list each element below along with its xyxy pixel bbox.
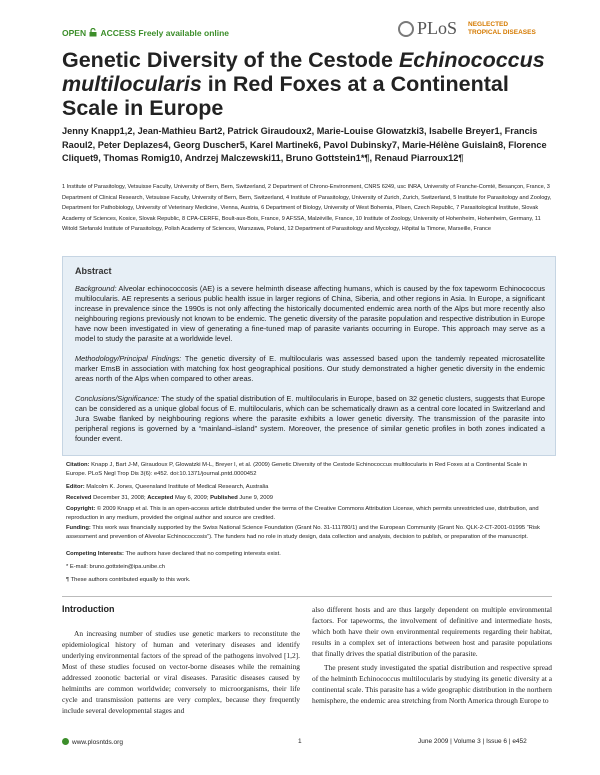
dates: Received December 31, 2008; Accepted May 6, 2009; Published June 9, 2009 bbox=[66, 495, 273, 501]
access-label: ACCESS bbox=[100, 28, 136, 38]
open-lock-icon bbox=[89, 28, 97, 37]
abstract-conclusions: Conclusions/Significance: The study of the spatial distribution of E. multilocularis in Europe, based on 32 genetic clusters, suggests that Europe can be considered as a unique global focus of E. multilocularis, which can be schematically drawn as a central core located in Switzerland and Jura Swabe flanked by neighbouring regions where the parasite exhibits a lower genetic diversity. The transmission of the parasite into peripheral regions is governed by a “mainland–island” system. Moreover, the presence of similar genetic profiles in both zones indicated a founder event. bbox=[75, 394, 545, 443]
abstract-box bbox=[62, 256, 556, 456]
right-column bbox=[312, 604, 552, 706]
open-access-banner bbox=[62, 28, 229, 38]
issue-info: June 2009 | Volume 3 | Issue 6 | e452 bbox=[418, 738, 527, 745]
editor: Editor: Malcolm K. Jones, Queensland Institute of Medical Research, Australia bbox=[66, 484, 269, 490]
page-number: 1 bbox=[298, 738, 302, 745]
freely-available-label: Freely available online bbox=[138, 28, 230, 38]
plos-ring-icon bbox=[398, 21, 414, 37]
email: * E-mail: bruno.gottstein@ipa.unibe.ch bbox=[66, 564, 166, 570]
open-label: OPEN bbox=[62, 28, 87, 38]
citation: Citation: Knapp J, Bart J-M, Giraudoux P, Glowatzki M-L, Breyer I, et al. (2009) Genetic Diversity of the Cestode Echinococcus multilocularis in Red Foxes at a Continental Scale in Europe. PLoS Negl Trop Dis 3(6): e452. doi:10.1371/journal.pntd.0000452 bbox=[66, 462, 528, 477]
copyright: Copyright: © 2009 Knapp et al. This is an open-access article distributed under the terms of the Creative Commons Attribution License, which permits unrestricted use, distribution, and reproduction in any medium, provided the original author and source are credited. bbox=[66, 506, 539, 521]
funding: Funding: This work was financially supported by the Swiss National Science Foundation (Grant No. 31-111780/1) and the European Community (Grant No. QLK-2-CT-2001-01995 “Risk assessment and prevention of Alveolar Echinococcosis”). The funders had no role in study design, data collection and analysis, decision to publish, or preparation of the manuscript. bbox=[66, 525, 540, 540]
plos-logo: PLoS bbox=[398, 18, 457, 39]
right-paragraph-2: The present study investigated the spatial distribution and respective spread of the helminth Echinococcus multilocularis by studying its genetic diversity at a continental scale. This parasite has a wide geographic distribution in the northern hemisphere, the endemic area stretching from North America through Europe to bbox=[312, 663, 552, 705]
affiliations: 1 Institute of Parasitology, Vetsuisse Faculty, University of Bern, Bern, Switzerland, 2 Department of Chrono-Environment, CNRS 6249, usc INRA, University of Franche-Comté, Besançon, France, 3 Department of Clinical Research, Vetsuisse Faculty, University of Bern, Bern, Switzerland, 4 Institute of Parasitology, University of Zurich, Zurich, Switzerland, 5 Institute for Parasitology and Zoology, Department for Pathobiology, University of Veterinary Medicine, Vienna, Austria, 6 Department of Biology, University of West Bohemia, Pilsen, Czech Republic, 7 Parasitological Institute, Slovak Academy of Sciences, Kosice, Slovak Republic, 8 CPA-CERFE, Boult-aux-Bois, France, 9 AFSSA, Malzéville, France, 10 Institute of Zoology, University of Hohenheim, Hohenheim, Germany, 11 Witold Stefanski Institute of Parasitology, Polish Academy of Sciences, Warszawa, Poland, 12 Department of Parasitology and Mycology, Hôpital la Timone, Marseille, France bbox=[62, 184, 552, 232]
left-column bbox=[62, 604, 300, 716]
globe-icon bbox=[62, 738, 69, 745]
article-title: Genetic Diversity of the Cestode Echinococcus multilocularis in Red Foxes at a Continental Scale in Europe bbox=[62, 48, 545, 120]
equal-contribution: ¶ These authors contributed equally to this work. bbox=[66, 577, 191, 583]
right-paragraph-1: also different hosts and are thus largely dependent on multiple environmental factors. For tapeworms, the involvement of definitive and intermediate hosts, which both have their own environmental requirements regarding their habitat, results in a complex set of interactions between host and parasite populations that finally drives the spatial distribution of the parasite. bbox=[312, 605, 552, 658]
introduction-heading: Introduction bbox=[62, 604, 115, 614]
journal-logo bbox=[398, 18, 548, 44]
intro-paragraph-1: An increasing number of studies use genetic markers to reconstitute the epidemiological history of human and veterinary diseases and identify underlying environmental factors of the spread of the pathogens involved [1,2]. Most of these studies focused on vector-borne diseases while the remaining addressed zoonotic bacterial or viral diseases. Parasitic diseases caused by helminths are common worldwide; conversely to microorganisms, their life cycle and transmission patterns are very complex, because they frequently include several developmental stages and bbox=[62, 629, 300, 715]
footer-url[interactable]: www.plosntds.org bbox=[62, 738, 123, 746]
author-list: Jenny Knapp1,2, Jean-Mathieu Bart2, Patrick Giraudoux2, Marie-Louise Glowatzki3, Isabelle Breyer1, Francis Raoul2, Peter Deplazes4, Georg Duscher5, Karel Martinek6, Pavol Dubinsky7, Marie-Hélène Guislain8, Florence Cliquet9, Thomas Romig10, Andrzej Malczewski11, Bruno Gottstein1*¶, Renaud Piarroux12¶ bbox=[62, 126, 547, 163]
competing-interests: Competing Interests: The authors have declared that no competing interests exist. bbox=[66, 551, 281, 557]
abstract-heading: Abstract bbox=[75, 266, 112, 276]
abstract-background: Background: Alveolar echinococcosis (AE) is a severe helminth disease affecting humans, which is caused by the fox tapeworm Echinococcus multilocularis. AE represents a serious public health issue in larger regions of China, Siberia, and other regions in Asia. In Europe, a significant increase in prevalence since the 1990s is not only affecting the historically documented endemic area north of the Alps but more recently also neighbouring regions previously not known to be endemic. The genetic diversity of the parasite population and respective distribution in Europe have now been investigated in view of generating a fine-tuned map of parasite variants occurring in Europe. This approach may serve as a model to study the parasite at a worldwide level. bbox=[75, 284, 545, 343]
journal-name: NEGLECTED TROPICAL DISEASES bbox=[468, 21, 536, 36]
abstract-methods: Methodology/Principal Findings: The genetic diversity of E. multilocularis was assessed based upon the tandemly repeated microsatellite marker EmsB in association with matching fox host geographical positions. Our study demonstrated a higher genetic diversity in the endemic areas north of the Alps when compared to other areas. bbox=[75, 354, 546, 383]
section-divider bbox=[62, 596, 552, 597]
